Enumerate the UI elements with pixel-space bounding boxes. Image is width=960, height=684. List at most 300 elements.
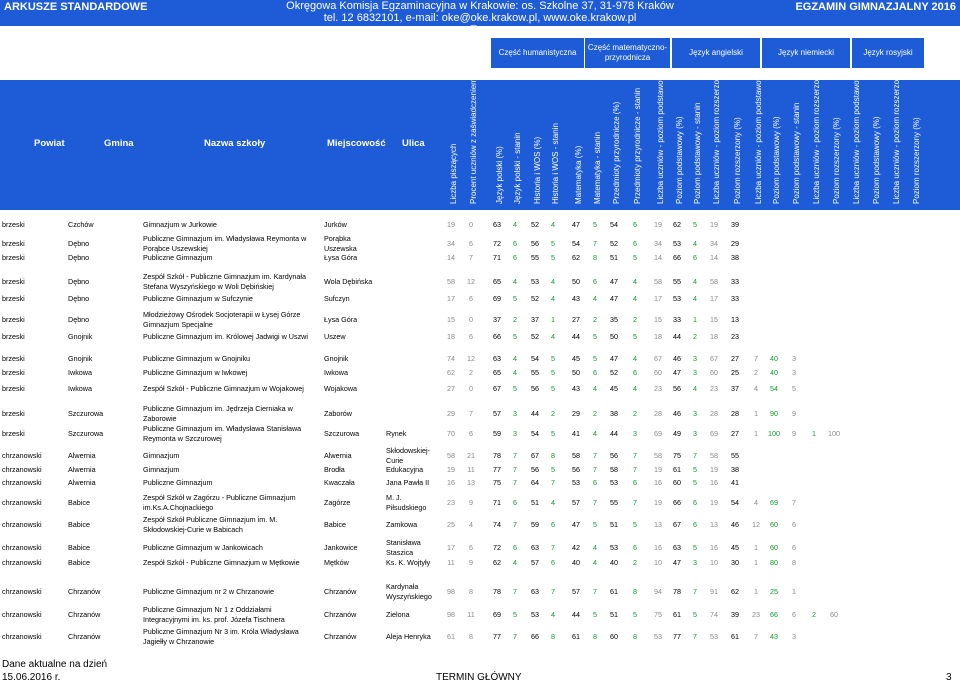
cell-value: 27: [731, 354, 739, 363]
cell-value: 38: [610, 409, 618, 418]
cell-text: chrzanowski: [2, 498, 42, 507]
cell-text: chrzanowski: [2, 478, 42, 487]
cell-text: Gnojnik: [68, 354, 93, 363]
banner-left: ARKUSZE STANDARDOWE: [4, 1, 148, 13]
cell-value: 27: [731, 429, 739, 438]
cell-text: Porąbce Uszewskiej: [143, 244, 208, 253]
cell-s: [143, 404, 293, 424]
col-rotated-label: Historia i WOS (%): [533, 136, 542, 204]
col-rotated-label: Poziom podstawowy - stanin: [693, 102, 702, 204]
cell-value: 4: [513, 558, 517, 567]
col-rotated-label: Matematyka - stanin: [593, 131, 602, 204]
cell-value: 1: [754, 543, 758, 552]
cell-value: 45: [731, 543, 739, 552]
cell-value: 23: [731, 332, 739, 341]
cell-value: 66: [770, 610, 778, 619]
cell-value: 67: [710, 354, 718, 363]
cell-value: 43: [572, 294, 580, 303]
cell-text: Dębno: [68, 315, 90, 324]
cell-value: 11: [467, 465, 475, 474]
cell-text: Stefana Wyszyńskiego w Woli Dębińskiej: [143, 282, 274, 291]
col-rotated-1: [466, 24, 480, 204]
cell-text: Skłodowskiej-: [386, 446, 430, 455]
cell-u: [386, 429, 406, 439]
cell-text: Iwkowa: [68, 384, 92, 393]
cell-value: 33: [731, 294, 739, 303]
cell-text: Iwkowa: [68, 368, 92, 377]
cell-value: 5: [593, 354, 597, 363]
cell-value: 63: [673, 543, 681, 552]
cell-p: [2, 520, 42, 530]
cell-value: 60: [673, 478, 681, 487]
cell-text: Alwernia: [68, 478, 96, 487]
col-rotated-3: [510, 84, 524, 204]
cell-text: chrzanowski: [2, 587, 42, 596]
cell-value: 57: [493, 409, 501, 418]
cell-value: 4: [693, 277, 697, 286]
cell-value: 5: [633, 332, 637, 341]
cell-value: 53: [673, 239, 681, 248]
cell-value: 4: [593, 429, 597, 438]
cell-text: Gimnazjum Specjalne: [143, 320, 213, 329]
cell-value: 1: [812, 429, 816, 438]
cell-value: 57: [531, 558, 539, 567]
cell-value: 23: [447, 498, 455, 507]
cell-value: 2: [593, 315, 597, 324]
cell-value: 5: [693, 543, 697, 552]
col-rotated-label: Liczba uczniów - poziom podstawowy: [754, 70, 763, 204]
cell-value: 54: [610, 220, 618, 229]
cell-value: 58: [610, 465, 618, 474]
cell-value: 2: [754, 368, 758, 377]
cell-value: 62: [493, 558, 501, 567]
cell-u: [386, 582, 432, 602]
cell-value: 25: [731, 368, 739, 377]
cell-value: 54: [572, 239, 580, 248]
cell-value: 72: [493, 239, 501, 248]
cell-value: 44: [531, 409, 539, 418]
cell-value: 5: [633, 520, 637, 529]
cell-g: [68, 253, 89, 263]
cell-g: [68, 294, 89, 304]
cell-value: 10: [654, 558, 662, 567]
cell-value: 5: [551, 239, 555, 248]
cell-value: 3: [693, 409, 697, 418]
cell-value: 65: [493, 277, 501, 286]
cell-m: [324, 315, 357, 325]
cell-value: 18: [654, 332, 662, 341]
cell-text: Publiczne Gimnazjum w Iwkowej: [143, 368, 248, 377]
cell-value: 19: [710, 220, 718, 229]
cell-value: 51: [610, 520, 618, 529]
cell-value: 12: [467, 277, 475, 286]
cell-value: 23: [752, 610, 760, 619]
cell-text: brzeski: [2, 239, 25, 248]
cell-value: 6: [513, 239, 517, 248]
cell-value: 60: [610, 632, 618, 641]
cell-value: 3: [693, 354, 697, 363]
cell-value: 56: [610, 451, 618, 460]
cell-value: 13: [731, 315, 739, 324]
cell-text: Zagórze: [324, 498, 351, 507]
cell-value: 27: [447, 384, 455, 393]
cell-value: 37: [493, 315, 501, 324]
col-rotated-2: [492, 84, 506, 204]
cell-g: [68, 220, 94, 230]
cell-value: 8: [593, 632, 597, 641]
cell-value: 16: [654, 543, 662, 552]
col-rotated-label: Liczba uczniów - poziom rozszerzony: [892, 71, 901, 204]
cell-text: Ks. K. Wojtyły: [386, 558, 431, 567]
cell-value: 40: [770, 368, 778, 377]
cell-m: [324, 294, 350, 304]
cell-value: 0: [469, 220, 473, 229]
cell-value: 6: [593, 478, 597, 487]
cell-m: [324, 234, 357, 254]
cell-p: [2, 277, 25, 287]
cell-p: [2, 587, 42, 597]
cell-value: 7: [513, 451, 517, 460]
cell-value: 5: [633, 253, 637, 262]
cell-value: 16: [447, 478, 455, 487]
cell-value: 6: [633, 239, 637, 248]
cell-u: [386, 493, 426, 513]
col-rotated-label: Poziom rozszerzony (%): [832, 117, 841, 204]
cell-value: 6: [469, 543, 473, 552]
cell-value: 75: [654, 610, 662, 619]
cell-value: 56: [531, 239, 539, 248]
cell-text: Uszewska: [324, 244, 357, 253]
cell-u: [386, 632, 431, 642]
cell-value: 8: [633, 587, 637, 596]
cell-p: [2, 498, 42, 508]
cell-value: 30: [731, 558, 739, 567]
cell-value: 2: [812, 610, 816, 619]
cell-value: 4: [593, 558, 597, 567]
cell-value: 3: [693, 558, 697, 567]
cell-m: [324, 253, 357, 263]
cell-value: 53: [610, 478, 618, 487]
cell-text: Jagiełły w Chrzanowie: [143, 637, 215, 646]
cell-p: [2, 543, 42, 553]
cell-text: Jurków: [324, 220, 347, 229]
cell-value: 6: [513, 543, 517, 552]
cell-value: 58: [654, 451, 662, 460]
cell-value: 9: [469, 498, 473, 507]
cell-text: Szczurowa: [68, 409, 104, 418]
cell-text: chrzanowski: [2, 632, 42, 641]
col-rotated-label: Poziom rozszerzony (%): [733, 117, 742, 204]
cell-text: Gimnazjum: [143, 465, 180, 474]
cell-s: [143, 587, 274, 597]
cell-value: 4: [593, 294, 597, 303]
cell-value: 66: [673, 253, 681, 262]
cell-value: 56: [531, 465, 539, 474]
cell-p: [2, 253, 25, 263]
cell-text: Alwernia: [68, 465, 96, 474]
cell-p: [2, 632, 42, 642]
col-rotated-label: Liczba uczniów - poziom podstawowy: [656, 70, 665, 204]
cell-value: 5: [551, 429, 555, 438]
cell-value: 44: [572, 332, 580, 341]
footer-term: TERMIN GŁÓWNY: [436, 672, 522, 683]
cell-text: Zespół Szkół - Publiczne Gimnazjum w Mętkowie: [143, 558, 300, 567]
cell-value: 4: [633, 384, 637, 393]
cell-m: [324, 465, 345, 475]
cell-u: [386, 538, 421, 558]
cell-s: [143, 627, 299, 647]
cell-value: 59: [493, 429, 501, 438]
cell-g: [68, 315, 89, 325]
cell-value: 58: [447, 277, 455, 286]
cell-value: 53: [531, 277, 539, 286]
cell-value: 28: [654, 409, 662, 418]
cell-g: [68, 239, 89, 249]
group-mat-przyr: Część matematyczno-przyrodnicza: [585, 38, 670, 68]
cell-s: [143, 543, 263, 553]
cell-value: 17: [710, 294, 718, 303]
cell-text: Sufczyn: [324, 294, 350, 303]
cell-value: 6: [513, 253, 517, 262]
cell-text: Czchów: [68, 220, 94, 229]
cell-value: 56: [673, 384, 681, 393]
cell-value: 13: [710, 520, 718, 529]
col-rotated-label: Historia i WOS - stanin: [551, 123, 560, 204]
cell-value: 4: [551, 220, 555, 229]
cell-value: 65: [493, 368, 501, 377]
cell-value: 44: [572, 610, 580, 619]
cell-text: Gnojnik: [324, 354, 349, 363]
cell-value: 52: [610, 368, 618, 377]
cell-value: 8: [792, 558, 796, 567]
cell-value: 9: [469, 558, 473, 567]
cell-text: Publiczne Gimnazjum: [143, 253, 213, 262]
cell-value: 16: [710, 478, 718, 487]
cell-text: Babice: [68, 558, 90, 567]
cell-m: [324, 543, 358, 553]
cell-value: 60: [770, 520, 778, 529]
cell-value: 15: [447, 315, 455, 324]
cell-value: 98: [447, 587, 455, 596]
cell-value: 7: [693, 587, 697, 596]
cell-value: 18: [710, 332, 718, 341]
cell-value: 46: [673, 354, 681, 363]
cell-value: 47: [572, 520, 580, 529]
cell-text: Zamkowa: [386, 520, 418, 529]
cell-s: [143, 368, 247, 378]
cell-value: 0: [469, 315, 473, 324]
cell-value: 2: [513, 315, 517, 324]
cell-value: 7: [551, 543, 555, 552]
cell-value: 53: [710, 632, 718, 641]
cell-value: 44: [610, 429, 618, 438]
cell-value: 13: [467, 478, 475, 487]
cell-text: Kardynała: [386, 582, 419, 591]
cell-value: 6: [633, 220, 637, 229]
cell-value: 7: [593, 498, 597, 507]
cell-text: brzeski: [2, 409, 25, 418]
cell-text: Alwernia: [68, 451, 96, 460]
col-rotated-label: Poziom podstawowy (%): [772, 116, 781, 204]
cell-text: Dębno: [68, 253, 90, 262]
cell-value: 14: [710, 253, 718, 262]
cell-value: 46: [673, 409, 681, 418]
cell-text: Staszica: [386, 548, 414, 557]
cell-value: 38: [731, 465, 739, 474]
cell-value: 51: [610, 253, 618, 262]
cell-p: [2, 315, 25, 325]
cell-value: 60: [830, 610, 838, 619]
cell-value: 58: [447, 451, 455, 460]
cell-g: [68, 478, 96, 488]
cell-text: chrzanowski: [2, 543, 42, 552]
cell-value: 77: [493, 465, 501, 474]
col-rotated-13: [709, 71, 723, 204]
cell-text: Zespół Szkół w Zagórzu - Publiczne Gimnazjum: [143, 493, 296, 502]
cell-g: [68, 632, 100, 642]
cell-m: [324, 429, 359, 439]
cell-value: 67: [493, 384, 501, 393]
cell-text: Integracyjnymi im. ks. prof. Józefa Tischnera: [143, 615, 285, 624]
cell-s: [143, 332, 308, 342]
cell-text: chrzanowski: [2, 451, 42, 460]
cell-value: 52: [610, 239, 618, 248]
cell-text: im.Ks.A.Chojnackiego: [143, 503, 214, 512]
cell-text: Mętków: [324, 558, 349, 567]
cell-g: [68, 558, 90, 568]
col-rotated-20: [849, 70, 863, 204]
cell-value: 55: [531, 253, 539, 262]
cell-value: 94: [654, 587, 662, 596]
cell-value: 64: [531, 478, 539, 487]
cell-u: [386, 520, 417, 530]
cell-value: 37: [531, 315, 539, 324]
cell-value: 8: [633, 632, 637, 641]
cell-value: 1: [551, 315, 555, 324]
cell-value: 47: [610, 354, 618, 363]
cell-text: Zespół Szkół Publiczne Gimnazjum im. M.: [143, 515, 278, 524]
col-rotated-12: [690, 84, 704, 204]
cell-g: [68, 520, 90, 530]
cell-p: [2, 409, 25, 419]
cell-value: 4: [551, 610, 555, 619]
col-rotated-11: [672, 84, 686, 204]
cell-value: 58: [572, 451, 580, 460]
cell-text: brzeski: [2, 384, 25, 393]
cell-value: 54: [531, 354, 539, 363]
cell-g: [68, 610, 100, 620]
col-rotated-label: Poziom podstawowy (%): [675, 116, 684, 204]
cell-value: 19: [654, 220, 662, 229]
cell-value: 66: [493, 332, 501, 341]
cell-value: 7: [593, 451, 597, 460]
cell-value: 53: [610, 543, 618, 552]
cell-value: 63: [493, 354, 501, 363]
cell-text: Alwernia: [324, 451, 352, 460]
cell-value: 6: [633, 368, 637, 377]
cell-value: 67: [673, 520, 681, 529]
cell-text: Szczurowa: [324, 429, 360, 438]
cell-value: 19: [654, 465, 662, 474]
cell-g: [68, 354, 92, 364]
cell-value: 6: [513, 498, 517, 507]
cell-text: Porąbka: [324, 234, 351, 243]
cell-value: 47: [673, 558, 681, 567]
cell-value: 6: [693, 520, 697, 529]
cell-value: 56: [531, 384, 539, 393]
cell-value: 29: [572, 409, 580, 418]
cell-text: chrzanowski: [2, 520, 42, 529]
cell-m: [324, 220, 347, 230]
cell-m: [324, 277, 372, 287]
cell-text: brzeski: [2, 220, 25, 229]
cell-value: 66: [531, 632, 539, 641]
cell-value: 58: [710, 451, 718, 460]
cell-text: brzeski: [2, 368, 25, 377]
cell-value: 27: [572, 315, 580, 324]
cell-value: 5: [633, 610, 637, 619]
cell-value: 15: [654, 315, 662, 324]
cell-value: 8: [593, 253, 597, 262]
cell-value: 3: [693, 368, 697, 377]
cell-m: [324, 409, 352, 419]
cell-value: 61: [447, 632, 455, 641]
cell-text: Publiczne Gimnazjum nr 2 w Chrzanowie: [143, 587, 275, 596]
cell-text: brzeski: [2, 429, 25, 438]
cell-value: 23: [654, 384, 662, 393]
cell-text: Chrzanów: [324, 632, 357, 641]
cell-value: 72: [493, 543, 501, 552]
cell-s: [143, 465, 179, 475]
cell-g: [68, 409, 103, 419]
cell-value: 40: [610, 558, 618, 567]
cell-s: [143, 354, 250, 364]
cell-value: 61: [731, 632, 739, 641]
cell-value: 5: [513, 610, 517, 619]
cell-text: chrzanowski: [2, 610, 42, 619]
cell-value: 19: [447, 465, 455, 474]
cell-text: Publiczne Gimnazjum Nr 1 z Oddziałami: [143, 605, 272, 614]
cell-g: [68, 498, 90, 508]
cell-value: 16: [710, 543, 718, 552]
cell-text: Zielona: [386, 610, 410, 619]
cell-text: Łysa Góra: [324, 253, 358, 262]
cell-g: [68, 429, 103, 439]
cell-m: [324, 368, 348, 378]
cell-text: Zaborowie: [143, 414, 177, 423]
cell-value: 58: [654, 277, 662, 286]
cell-text: Publiczne Gimnazjum im. Władysława Reymonta w: [143, 234, 307, 243]
cell-value: 6: [792, 543, 796, 552]
cell-value: 7: [551, 478, 555, 487]
cell-m: [324, 354, 348, 364]
cell-text: Piłsudskiego: [386, 503, 427, 512]
cell-value: 3: [513, 409, 517, 418]
cell-s: [143, 493, 296, 513]
cell-value: 50: [572, 277, 580, 286]
cell-value: 62: [673, 220, 681, 229]
cell-value: 3: [792, 368, 796, 377]
cell-u: [386, 465, 423, 475]
cell-p: [2, 354, 25, 364]
cell-value: 9: [792, 429, 796, 438]
cell-value: 50: [610, 332, 618, 341]
cell-value: 39: [731, 220, 739, 229]
cell-value: 78: [493, 451, 501, 460]
cell-value: 34: [447, 239, 455, 248]
cell-text: Babice: [68, 543, 90, 552]
cell-value: 66: [673, 498, 681, 507]
